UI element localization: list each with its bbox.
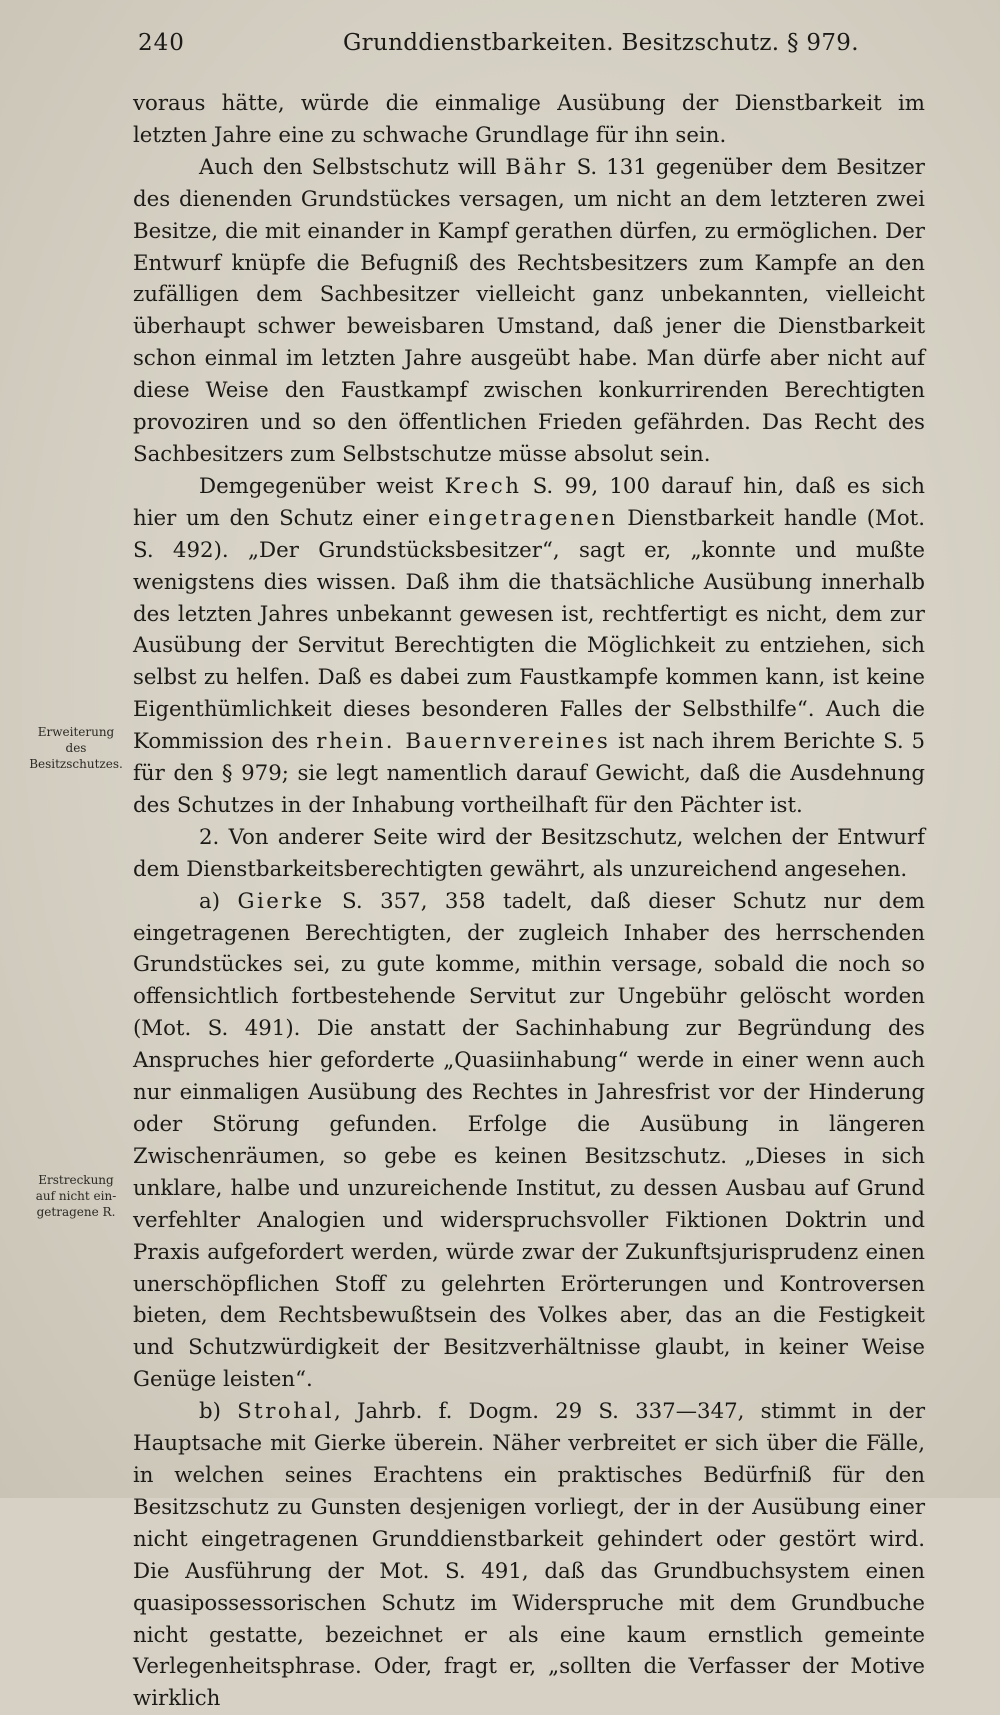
text-run: a) (199, 888, 238, 914)
text-run: b) (199, 1399, 238, 1425)
text-run: , Jahrb. f. Dogm. 29 S. 337—347, stimmt in der Hauptsache mit Gierke überein. Näher verbreitet er sich über die Fälle, in welchen seines Erachtens ein praktisches Bedürfniß für den Besitzschutz zu Gunsten desjenigen vorliegt, der in der Ausübung einer nicht eingetragenen Grunddienstbarkeit gehindert oder gestört wird. Die Ausführung der Mot. S. 491, daß das Grundbuchsystem einen quasipossessorischen Schutz im Widerspruche mit dem Grundbuche nicht gestatte, bezeichnet er als eine kaum ernstlich gemeinte Verlegenheitsphrase. Oder, fragt er, „sollten die Verfasser der Motive wirklich (133, 1399, 926, 1712)
margin-note-line: Erweiterung (37, 725, 115, 739)
emphasized-term: eingetragenen (427, 505, 618, 531)
author-name: Strohal (237, 1399, 334, 1425)
page-header (138, 30, 928, 64)
body-text (133, 88, 925, 1715)
author-name: Krech (444, 473, 522, 499)
author-name: Gierke (237, 888, 325, 914)
running-head: Grunddienstbarkeiten. Besitzschutz. § 979. (343, 30, 859, 56)
margin-note-line: des (65, 741, 87, 755)
paragraph-continuation: voraus hätte, würde die einmalige Ausübung der Dienstbarkeit im letzten Jahre eine zu schwache Grundlage für ihn sein. (133, 91, 925, 148)
margin-note-erweiterung (20, 724, 132, 772)
margin-note-line: auf nicht ein- (35, 1189, 117, 1203)
paragraph-baehr (133, 152, 925, 471)
paragraph-gierke (133, 886, 925, 1397)
text-run: Dienstbarkeit handle (Mot. S. 492). „Der Grundstücksbesitzer“, sagt er, „konnte und mußte wenigstens dies wissen. Daß ihm die thatsächliche Ausübung innerhalb des letzten Jahres unbekannt gewesen ist, rechtfertigt es nicht, dem zur Ausübung der Servitut Berechtigten die Möglichkeit zu entziehen, sich selbst zu helfen. Daß es dabei zum Faustkampfe kommen kann, ist keine Eigenthümlichkeit dieses besonderen Falles der Selbsthilfe“. Auch die Kommission des (133, 505, 925, 755)
margin-note-line: Erstreckung (38, 1173, 114, 1187)
text-run: S. 99, 100 darauf hin, daß es sich hier um den Schutz einer (133, 473, 925, 531)
margin-note-line: getragene R. (36, 1205, 116, 1219)
page-number: 240 (138, 30, 185, 56)
paragraph-strohal (133, 1396, 925, 1715)
margin-note-line: Besitzschutzes. (29, 757, 123, 771)
text-run: Auch den Selbstschutz will (199, 154, 506, 180)
paragraph-krech (133, 471, 925, 822)
text-run: Demgegenüber weist (199, 473, 445, 499)
text-run: S. 131 gegenüber dem Besitzer des dienenden Grundstückes versagen, um nicht an dem letzteren zwei Besitze, die mit einander in Kampf gerathen dürfen, zu ermöglichen. Der Entwurf knüpfe die Befugniß des Rechtsbesitzers zum Kampfe an den zufälligen dem Sachbesitzer vielleicht ganz unbekannten, vielleicht überhaupt schwer beweisbaren Umstand, daß jener die Dienstbarkeit schon einmal im letzten Jahre ausgeübt habe. Man dürfe aber nicht auf diese Weise den Faustkampf zwischen konkurrirenden Berechtigten provoziren und so den öffentlichen Frieden gefährden. Das Recht des Sachbesitzers zum Selbstschutze müsse absolut sein. (133, 154, 925, 467)
text-run: 2. Von anderer Seite wird der Besitzschutz, welchen der Entwurf dem Dienstbarkeitsberechtigten gewährt, als unzureichend angesehen. (133, 824, 925, 882)
author-name: Bähr (505, 154, 568, 180)
text-run: ist nach ihrem Berichte S. 5 für den § 979; sie legt namentlich darauf Gewicht, daß die Ausdehnung des Schutzes in der Inhabung vortheilhaft für den Pächter ist. (133, 729, 926, 818)
margin-note-erstreckung (20, 1172, 132, 1220)
emphasized-term: rhein. Bauernvereines (316, 729, 611, 755)
text-run: S. 357, 358 tadelt, daß dieser Schutz nur dem eingetragenen Berechtigten, der zugleich Inhaber des herrschenden Grundstückes sei, zu gute komme, mithin versage, sobald die noch so offensichtlich fortbestehende Servitut zur Ungebühr gelöscht worden (Mot. S. 491). Die anstatt der Sachinhabung zur Begründung des Anspruches hier geforderte „Quasiinhabung“ werde in einer wenn auch nur einmaligen Ausübung des Rechtes in Jahresfrist vor der Hinderung oder Störung gefunden. Erfolge die Ausübung in längeren Zwischenräumen, so gebe es keinen Besitzschutz. „Dieses in sich unklare, halbe und unzureichende Institut, zu dessen Ausbau auf Grund verfehlter Analogien und widerspruchsvoller Fiktionen Doktrin und Praxis aufgefordert werden, würde zwar der Zukunftsjurisprudenz einen unerschöpflichen Stoff zu gelehrten Erörterungen und Kontroversen bieten, dem Rechtsbewußtsein des Volkes aber, das an die Festigkeit und Schutzwürdigkeit der Besitzverhältnisse glaubt, in keiner Weise Genüge leisten“. (133, 888, 925, 1393)
paragraph-section-2 (133, 822, 925, 886)
